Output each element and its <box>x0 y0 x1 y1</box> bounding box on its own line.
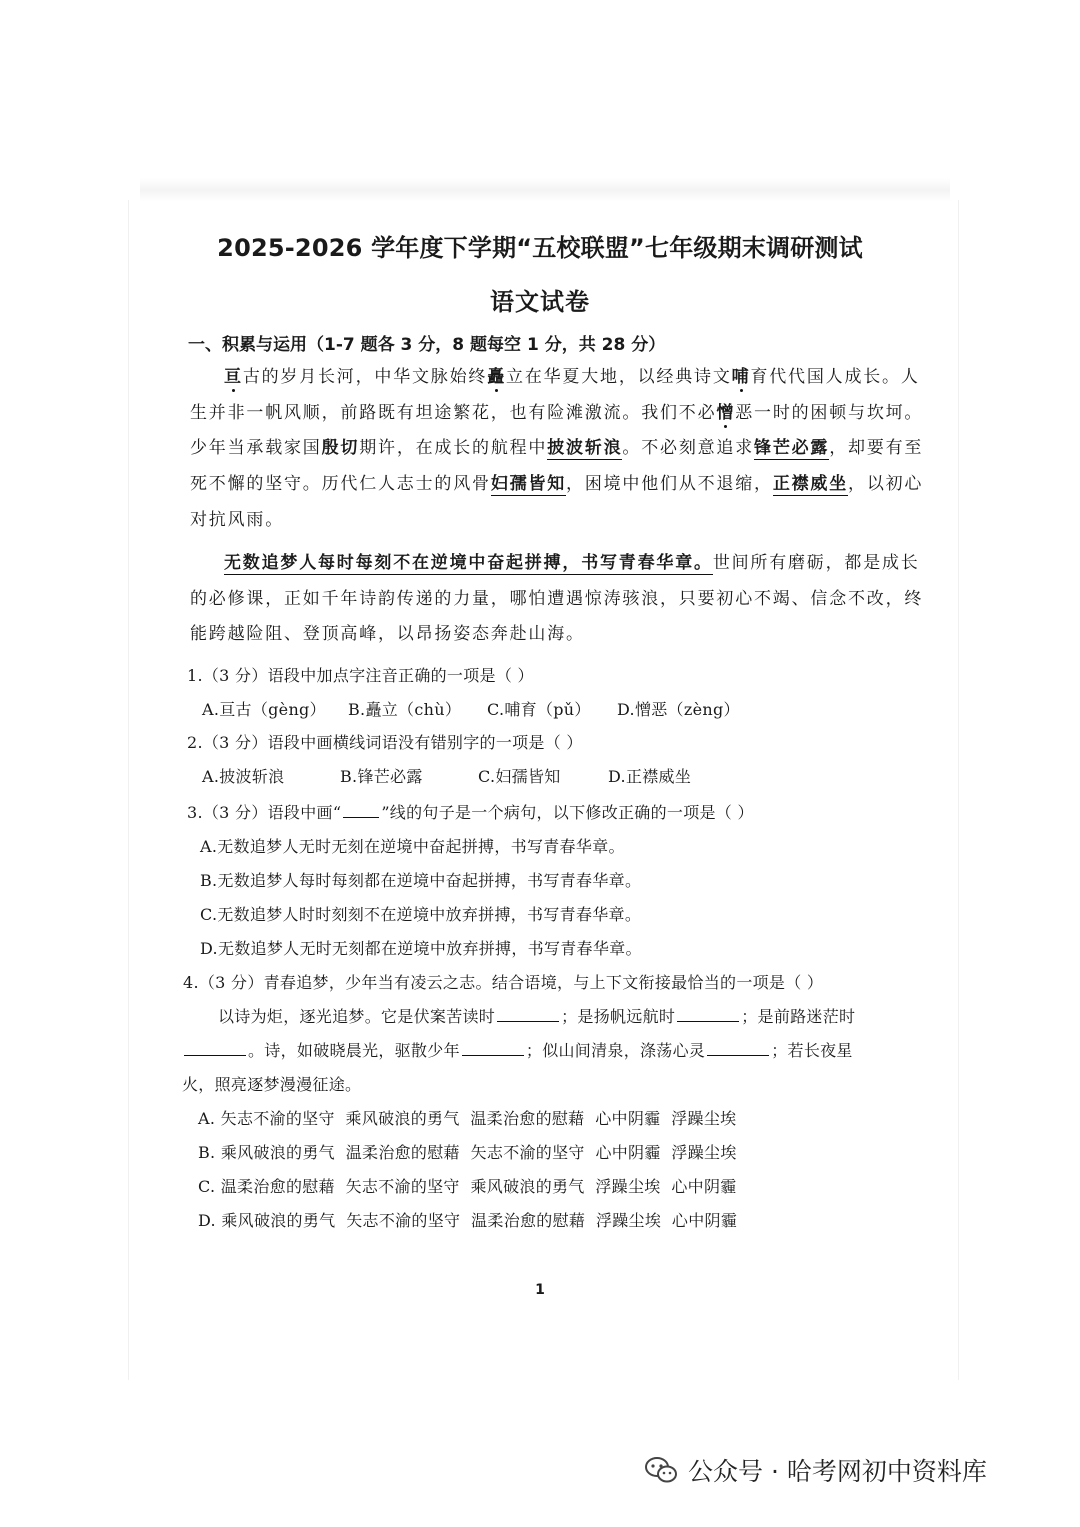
underlined-term: 妇孺皆知 <box>490 474 567 494</box>
q4-option-d: D. 乘风破浪的勇气 矢志不渝的坚守 温柔治愈的慰藉 浮躁尘埃 心中阴霾 <box>198 1211 738 1230</box>
q2-option-a: A.披波斩浪 <box>202 767 285 786</box>
q2-option-d: D.正襟威坐 <box>608 767 692 786</box>
exam-subtitle: 语文试卷 <box>490 288 590 316</box>
q3-option-d: D.无数追梦人无时无刻都在逆境中放弃拼搏，书写青春华章。 <box>200 939 642 958</box>
q2-option-b: B.锋芒必露 <box>340 767 423 786</box>
q4-option-b: B. 乘风破浪的勇气 温柔治愈的慰藉 矢志不渝的坚守 心中阴霾 浮躁尘埃 <box>198 1143 737 1162</box>
q1-option-b: B.矗立（chù） <box>348 700 462 719</box>
passage-line: 生并非一帆风顺，前路既有坦途繁花，也有险滩激流。我们不必憎恶一时的困顿与坎坷。 <box>190 403 924 423</box>
watermark-text: 公众号 · 哈考网初中资料库 <box>688 1457 987 1486</box>
page-edge-left <box>128 200 129 1380</box>
passage-line: 能跨越险阻、登顶高峰，以昂扬姿态奔赴山海。 <box>190 624 585 644</box>
q4-option-a: A. 矢志不渝的坚守 乘风破浪的勇气 温柔治愈的慰藉 心中阴霾 浮躁尘埃 <box>198 1109 737 1128</box>
underlined-sentence: 无数追梦人每时每刻不在逆境中奋起拼搏，书写青春华章。 <box>224 553 713 573</box>
dotted-char: 憎 <box>716 403 736 423</box>
q2-option-c: C.妇孺皆知 <box>478 767 561 786</box>
answer-blank <box>184 1041 246 1056</box>
q3-option-a: A.无数追梦人无时无刻在逆境中奋起拼搏，书写青春华章。 <box>200 837 625 856</box>
passage-line: 无数追梦人每时每刻不在逆境中奋起拼搏，书写青春华章。世间所有磨砺，都是成长 <box>224 553 920 573</box>
answer-blank <box>677 1007 739 1022</box>
underlined-term: 披波斩浪 <box>547 438 623 458</box>
q3-option-c: C.无数追梦人时时刻刻不在逆境中放弃拼搏，书写青春华章。 <box>200 905 642 924</box>
answer-blank <box>462 1041 524 1056</box>
scan-edge-shadow <box>140 178 950 202</box>
wechat-watermark <box>644 1450 987 1490</box>
wechat-icon <box>644 1456 678 1484</box>
q3-option-b: B.无数追梦人每时每刻都在逆境中奋起拼搏，书写青春华章。 <box>200 871 642 890</box>
underlined-term: 锋芒必露 <box>754 438 830 458</box>
question-4-stem: 4.（3 分）青春追梦，少年当有凌云之志。结合语境，与上下文衔接最恰当的一项是（ ） <box>183 973 824 992</box>
exam-title: 2025-2026 学年度下学期“五校联盟”七年级期末调研测试 <box>217 234 863 262</box>
q4-context-line: 以诗为炬，逐光追梦。它是伏案苦读时 ；是扬帆远航时 ；是前路迷茫时 <box>218 1007 856 1026</box>
page-number: 1 <box>535 1282 545 1298</box>
passage-line: 亘古的岁月长河，中华文脉始终矗立在华夏大地，以经典诗文哺育代代国人成长。人 <box>224 367 920 387</box>
underline-sample <box>343 803 379 818</box>
q1-option-a: A.亘古（gèng） <box>202 700 326 719</box>
q4-option-c: C. 温柔治愈的慰藉 矢志不渝的坚守 乘风破浪的勇气 浮躁尘埃 心中阴霾 <box>198 1177 737 1196</box>
passage-line: 的必修课，正如千年诗韵传递的力量，哪怕遭遇惊涛骇浪，只要初心不竭、信念不改，终 <box>190 589 924 609</box>
q4-context-line: 火，照亮逐梦漫漫征途。 <box>182 1075 362 1094</box>
answer-blank <box>497 1007 559 1022</box>
dotted-char: 哺 <box>731 367 751 387</box>
question-2-stem: 2.（3 分）语段中画横线词语没有错别字的一项是（ ） <box>187 733 583 752</box>
underlined-term: 正襟威坐 <box>772 474 849 494</box>
q1-option-d: D.憎恶（zèng） <box>617 700 740 719</box>
passage-line: 对抗风雨。 <box>190 510 284 530</box>
passage-line: 少年当承载家国殷切期许，在成长的航程中披波斩浪。不必刻意追求锋芒必露，却要有至 <box>190 438 924 458</box>
passage-line: 死不懈的坚守。历代仁人志士的风骨妇孺皆知，困境中他们从不退缩，正襟威坐，以初心 <box>190 474 924 494</box>
dotted-char: 亘 <box>224 367 243 387</box>
question-1-stem: 1.（3 分）语段中加点字注音正确的一项是（ ） <box>187 666 534 685</box>
q1-option-c: C.哺育（pǔ） <box>487 700 591 719</box>
dotted-char: 矗 <box>487 367 507 387</box>
question-3-stem: 3.（3 分）语段中画“ ”线的句子是一个病句，以下修改正确的一项是（ ） <box>187 803 754 822</box>
section-heading: 一、积累与运用（1-7 题各 3 分，8 题每空 1 分，共 28 分） <box>188 335 666 355</box>
page-edge-right <box>958 200 959 1380</box>
q4-context-line: 。诗，如破晓晨光，驱散少年 ；似山间清泉，涤荡心灵 ；若长夜星 <box>182 1038 853 1061</box>
answer-blank <box>707 1041 769 1056</box>
